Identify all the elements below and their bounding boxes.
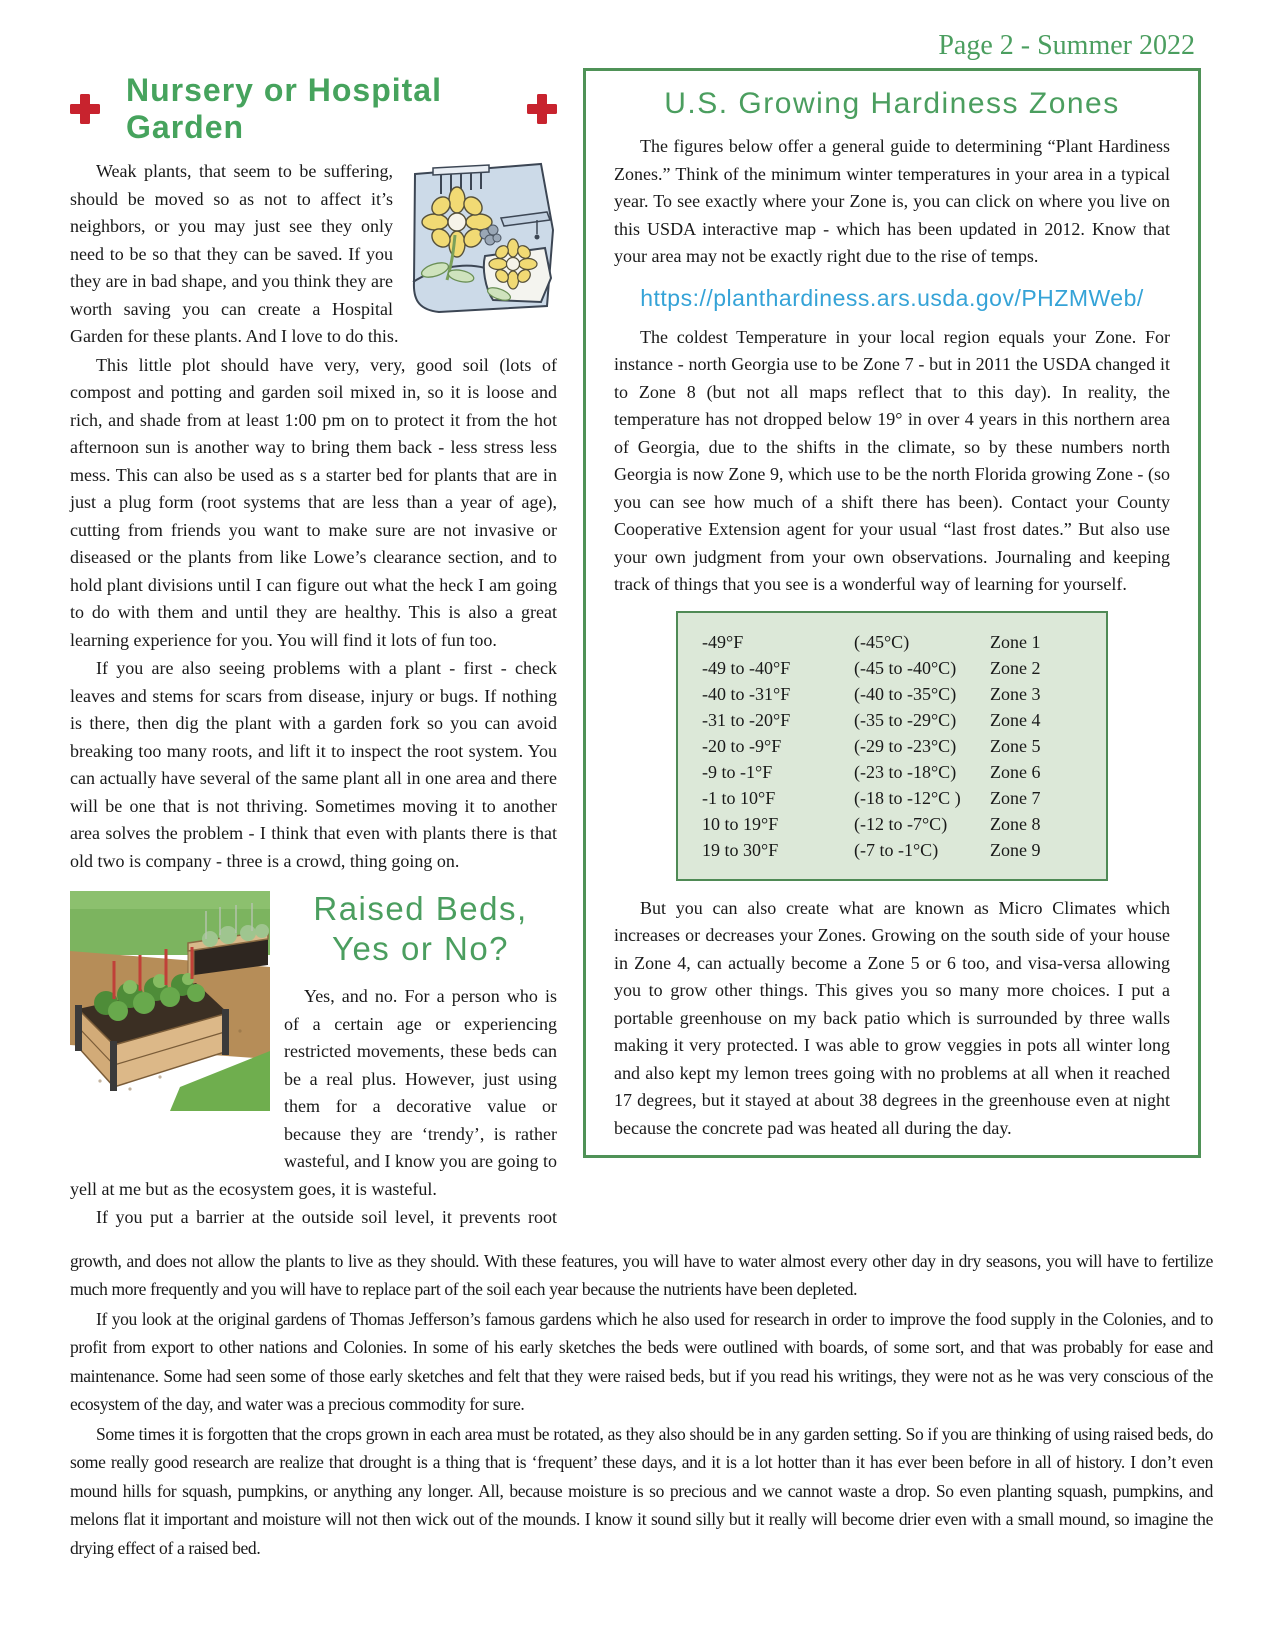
zone-table-row: -49°F (-45°C) Zone 1 [702, 631, 1041, 652]
left-column [70, 68, 557, 1233]
zone-table-row: 10 to 19°F (-12 to -7°C) Zone 8 [702, 813, 1041, 834]
zone-table-row: 19 to 30°F (-7 to -1°C) Zone 9 [702, 839, 1041, 860]
zone-table-row: -20 to -9°F (-29 to -23°C) Zone 5 [702, 735, 1041, 756]
article1-paragraph-2: This little plot should have very, very, good soil (lots of compost and potting and garden soil mixed in, so it is loose and rich, and shade from at least 1:00 pm on to protect it from the hot afternoon sun is another way to bring them back - less stress less mess. This can also be used as s a starter bed for plants that are in just a plug form (root systems that are less than a year of age), cutting from friends you want to make sure are not invasive or diseased or the plants from like Lowe’s clearance section, and to hold plant divisions until I can figure out what the heck I am going to do with them and until they are healthy. This is also a great learning experience for you. You will find it lots of fun too. [70, 354, 557, 650]
article2-title-line2: Yes or No? [331, 930, 510, 967]
hardiness-box-title: U.S. Growing Hardiness Zones [664, 87, 1120, 120]
hardiness-paragraph-1: The figures below offer a general guide to determining “Plant Hardiness Zones.” Think of the minimum winter temperatures in your area in a typical year. To see exactly where your Zone is, you can click on where you live on this USDA interactive map - which has been updated in 2012. Know that your area may not be exactly right due to the rise of temps. [614, 136, 1170, 266]
article2-title-line1: Raised Beds, [313, 890, 528, 927]
bottom-paragraph-3: Some times it is forgotten that the crops grown in each area must be rotated, as they also should be in any garden setting. So if you are thinking of using raised beds, do some really good research are realize that drought is a thing that is ‘frequent’ these days, and it is a lot hotter than it has ever been before in all of history. I don’t even mound hills for squash, pumpkins, or anything any longer. All, because moisture is so precious and we cannot waste a drop. So even planting squash, pumpkins, and melons flat it important and moisture will not then wick out of the mounds. I know it sound silly but it really will become drier even with a small mound, so imagine the drying effect of a raised bed. [70, 1423, 1213, 1558]
article1-paragraph-3: If you are also seeing problems with a plant - first - check leaves and stems for scars from disease, injury or bugs. If nothing is there, then dig the plant with a garden fork so you can avoid breaking too many roots, and lift it to inspect the root system. You can actually have several of the same plant all in one area and there will be one that is not thriving. Sometimes moving it to another area solves the problem - I think that even with plants there is that old two is company - three is a crowd, thing going on. [70, 658, 557, 871]
bottom-section [70, 1247, 1213, 1563]
article1-paragraph-1 [70, 158, 557, 351]
article1-title: Nursery or Hospital Garden [126, 72, 442, 145]
main-content [70, 68, 1198, 1233]
red-cross-icon [527, 94, 557, 124]
zone-table-row: -9 to -1°F (-23 to -18°C) Zone 6 [702, 761, 1041, 782]
hardiness-zones-box [583, 68, 1201, 1158]
hardiness-paragraph-3: But you can also create what are known as Micro Climates which increases or decreases your Zones. Growing on the south side of your house in Zone 4, can actually become a Zone 5 or 6 too, and visa-versa allowing you to grow other things. This gives you so many more choices. I put a portable greenhouse on my back patio which is surrounded by three walls making it very protected. I was able to grow veggies in pots all winter long and also kept my lemon trees going with no problems at all when it reached 17 degrees, but it stayed at about 38 degrees in the greenhouse even at night because the concrete pad was heated all during the day. [614, 897, 1170, 1138]
article2-barrier-line: If you put a barrier at the outside soil level, it prevents root [96, 1207, 557, 1227]
article1-title-row [70, 72, 557, 146]
zone-table-row: -31 to -20°F (-35 to -29°C) Zone 4 [702, 709, 1041, 730]
zone-table-row: -40 to -31°F (-40 to -35°C) Zone 3 [702, 683, 1041, 704]
hardiness-paragraph-2: The coldest Temperature in your local region equals your Zone. For instance - north Georgia use to be Zone 7 - but in 2011 the USDA changed it to Zone 8 (but not all maps reflect that to this day). In reality, the temperature has not dropped below 19° in over 4 years in this northern area of Georgia, due to the shifts in the climate, so by these numbers north Georgia is now Zone 9, which use to be the north Florida growing Zone - (so you can see how much of a shift there has been). Contact your County Cooperative Extension agent for your usual “last frost dates.” But also use your own judgment from your own observations. Journaling and keeping track of things that you see is a wonderful way of learning for yourself. [614, 326, 1170, 594]
red-cross-icon [70, 94, 100, 124]
raised-beds-photo [70, 891, 270, 1111]
zone-table [676, 611, 1108, 881]
page-header: Page 2 - Summer 2022 [938, 30, 1195, 61]
article1-paragraph-1-text: Weak plants, that seem to be suffering, should be moved so as not to affect it’s neighbors, or you may just see they only need to be so that they can be saved. If you they are in bad shape, and you think they are worth saving you can create a Hospital Garden for these plants. And I love to do this. [70, 161, 399, 346]
bottom-paragraph-2: If you look at the original gardens of Thomas Jefferson’s famous gardens which he also used for research in order to improve the food supply in the Colonies, and to profit from export to other nations and Colonies. In some of his early sketches the beds were outlined with boards, of some sort, and that was probably for ease and maintenance. Some had seen some of those early sketches and felt that they were raised beds, but if you read his writings, they were not as he was very conscious of the ecosystem of the day, and water was a precious commodity for sure. [70, 1308, 1213, 1414]
zone-table-row: -49 to -40°F (-45 to -40°C) Zone 2 [702, 657, 1041, 678]
article2-section [70, 889, 557, 1232]
hospital-garden-illustration [405, 160, 557, 318]
bottom-paragraph-1: growth, and does not allow the plants to live as they should. With these features, you will have to water almost every other day in dry seasons, you will have to fertilize much more frequently and you will have to replace part of the soil each year because the nutrients have been depleted. [70, 1250, 1213, 1299]
usda-map-link[interactable]: https://planthardiness.ars.usda.gov/PHZMWeb/ [640, 284, 1144, 311]
article2-paragraph-1: Yes, and no. For a person who is of a certain age or experiencing restricted movements, these beds can be a real plus. However, just using them for a decorative value or because they are ‘trendy’, is rather wasteful, and I know you are going to yell at me but as the ecosystem goes, it is wasteful. [70, 986, 557, 1199]
zone-table-row: -1 to 10°F (-18 to -12°C ) Zone 7 [702, 787, 1041, 808]
